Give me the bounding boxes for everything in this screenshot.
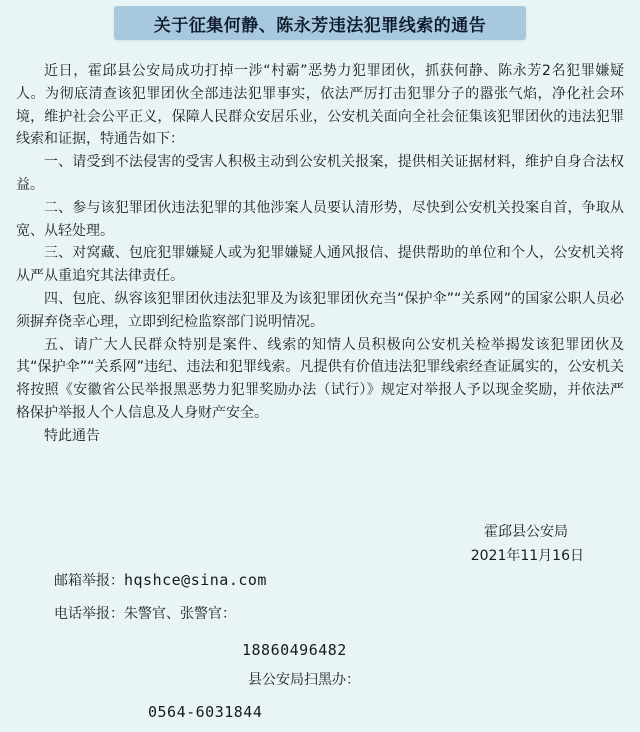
- phone-label: 电话举报：朱警官、张警官：: [54, 606, 236, 622]
- issue-date: 2021年11月16日: [470, 548, 584, 564]
- clause-5: 五、请广大人民群众特别是案件、线索的知情人员积极向公安机关检举揭发该犯罪团伙及其“保护伞”“关系网”违纪、违法和犯罪线索。凡提供有价值违法犯罪线索经查证属实的，公安机关将按照《安徽省公民举报黑恶势力犯罪奖励办法（试行）》规定对举报人予以现金奖励，并依法严格保护举报人个人信息及人身财产安全。: [16, 336, 624, 421]
- title-banner: [114, 6, 526, 40]
- page-title: 关于征集何静、陈永芳违法犯罪线索的通告: [153, 15, 487, 36]
- issuer-name: 霍邱县公安局: [484, 524, 568, 540]
- clause-2: 二、参与该犯罪团伙违法犯罪的其他涉案人员要认清形势，尽快到公安机关投案自首，争取从宽、从轻处理。: [16, 199, 624, 239]
- clause-4: 四、包庇、纵容该犯罪团伙违法犯罪及为该犯罪团伙充当“保护伞”“关系网”的国家公职人员必须摒弃侥幸心理，立即到纪检监察部门说明情况。: [16, 290, 624, 330]
- closing-text: 特此通告: [44, 427, 100, 444]
- email-label: 邮箱举报：: [54, 573, 124, 589]
- signature-block: [471, 520, 584, 568]
- notice-body: [16, 60, 624, 448]
- clause-1: 一、请受到不法侵害的受害人积极主动到公安机关报案，提供相关证据材料，维护自身合法权益。: [16, 154, 624, 193]
- clause-3: 三、对窝藏、包庇犯罪嫌疑人或为犯罪嫌疑人通风报信、提供帮助的单位和个人，公安机关将从严从重追究其法律责任。: [16, 245, 624, 285]
- office-label: 县公安局扫黑办：: [248, 672, 360, 688]
- email-link[interactable]: hqshce@sina.com: [124, 571, 267, 589]
- intro-paragraph: 近日，霍邱县公安局成功打掉一涉“村霸”恶势力犯罪团伙，抓获何静、陈永芳2名犯罪嫌疑人。为彻底清查该犯罪团伙全部违法犯罪事实，依法严厉打击犯罪分子的嚣张气焰，净化社会环境，维护社会公平正义，保障人民群众安居乐业，公安机关面向全社会征集该犯罪团伙的违法犯罪线索和证据，特通告如下：: [16, 63, 624, 148]
- email-line: [54, 570, 267, 591]
- phone-number-1[interactable]: 18860496482: [242, 641, 347, 659]
- phone-number-2[interactable]: 0564-6031844: [148, 703, 263, 721]
